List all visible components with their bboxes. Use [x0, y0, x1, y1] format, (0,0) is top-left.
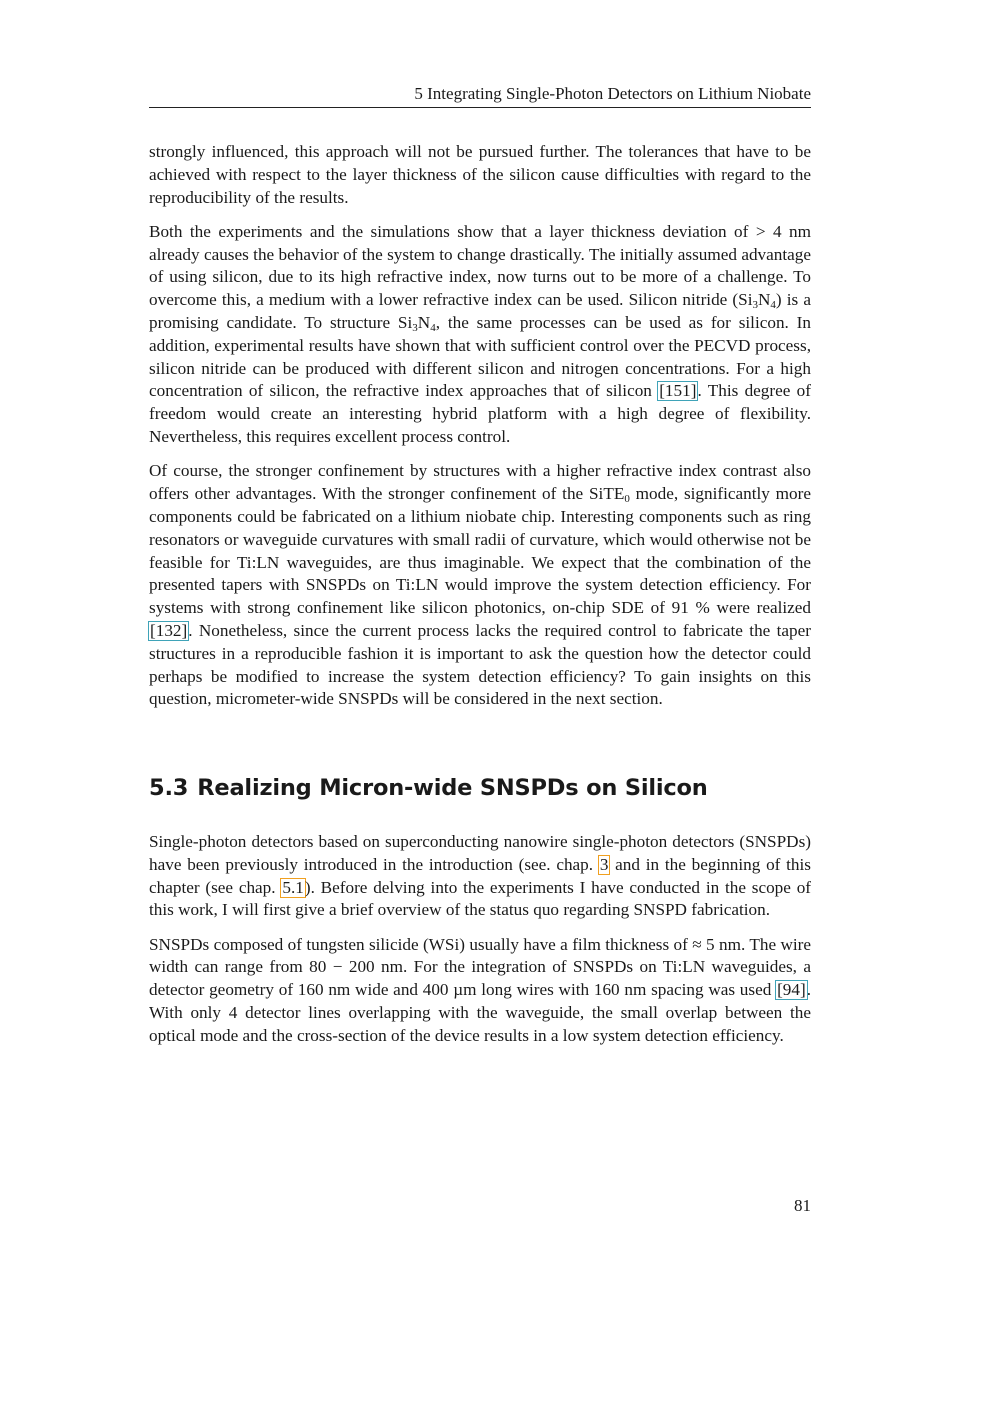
chapter-link-5-1[interactable]: 5.1 — [282, 877, 304, 897]
paragraph-4: Single-photon detectors based on superconducting nanowire single-photon detectors (SNSPDs) have been previously introduced in the introduction (see. chap. 3 and in the beginning of this chapter (see chap. 5.1). Before delving into the experiments I have conducted in the scope of this work, I will first give a brief overview of the status quo regarding SNSPD fabrication. — [149, 832, 812, 920]
paragraph-2: Both the experiments and the simulations show that a layer thickness deviation of > 4 nm already causes the behavior of the system to change drastically. The initially assumed advantage of using silicon, due to its high refractive index, now turns out to be more of a challenge. To overcome this, a medium with a lower refractive index can be used. Silicon nitride $(Si_3N_4)$ is a promising candidate. To structure $Si_3N_4$, the same processes can be used as for silicon. In addition, experimental results have shown that with sufficient control over the PECVD process, silicon nitride can be produced with different silicon and nitrogen concentrations. For a high concentration of silicon, the refractive index approaches that of silicon [151]. This degree of freedom would create an interesting hybrid platform with a high degree of flexibility. Nevertheless, this requires excellent process control. — [149, 221, 811, 447]
paragraph-3: Of course, the stronger confinement by structures with a higher refractive index contrast also offers other advantages. With the stronger confinement of the SiTE$_0$ mode, significantly more components could be fabricated on a lithium niobate chip. Interesting components such as ring resonators or waveguide curvatures with small radii of curvature, which would otherwise not be feasible for Ti:LN waveguides, are thus imaginable. We expect that the combination of the presented tapers with SNSPDs on Ti:LN would improve the system detection efficiency. For systems with strong confinement like silicon photonics, on-chip SDE of 91 % were realized [132]. Nonetheless, since the current process lacks the required control to fabricate the taper structures in a reproducible fashion it is important to ask the question how the detector could perhaps be modified to increase the system detection efficiency? To gain insights on this question, micrometer-wide SNSPDs will be considered in the next section. — [149, 461, 811, 709]
body-text-lower — [149, 831, 811, 1048]
section-heading — [149, 773, 811, 803]
chapter-link-3[interactable]: 3 — [599, 854, 609, 874]
page-number: 81 — [794, 1196, 811, 1215]
paragraph-5: SNSPDs composed of tungsten silicide (WSi) usually have a film thickness of ≈ 5 nm. The wire width can range from 80 − 200 nm. For the integration of SNSPDs on Ti:LN waveguides, a detector geometry of 160 nm wide and 400 µm long wires with 160 nm spacing was used [94]. With only 4 detector lines overlapping with the waveguide, the small overlap between the optical mode and the cross-section of the device results in a low system detection efficiency. — [149, 934, 811, 1045]
running-header: 5 Integrating Single-Photon Detectors on Lithium Niobate — [414, 84, 811, 103]
body-text-upper — [149, 141, 811, 711]
citation-link-151[interactable]: [151] — [659, 381, 697, 401]
section-number: 5.3 — [149, 775, 189, 801]
header-rule — [149, 107, 811, 108]
citation-link-94[interactable]: [94] — [777, 980, 806, 1000]
section-title: Realizing Micron-wide SNSPDs on Silicon — [197, 775, 708, 801]
citation-link-132[interactable]: [132] — [150, 620, 188, 640]
paper-page — [149, 0, 811, 1414]
paragraph-1: strongly influenced, this approach will not be pursued further. The tolerances that have to be achieved with respect to the layer thickness of the silicon cause difficulties with regard to the reproducibility of the results. — [149, 142, 811, 207]
